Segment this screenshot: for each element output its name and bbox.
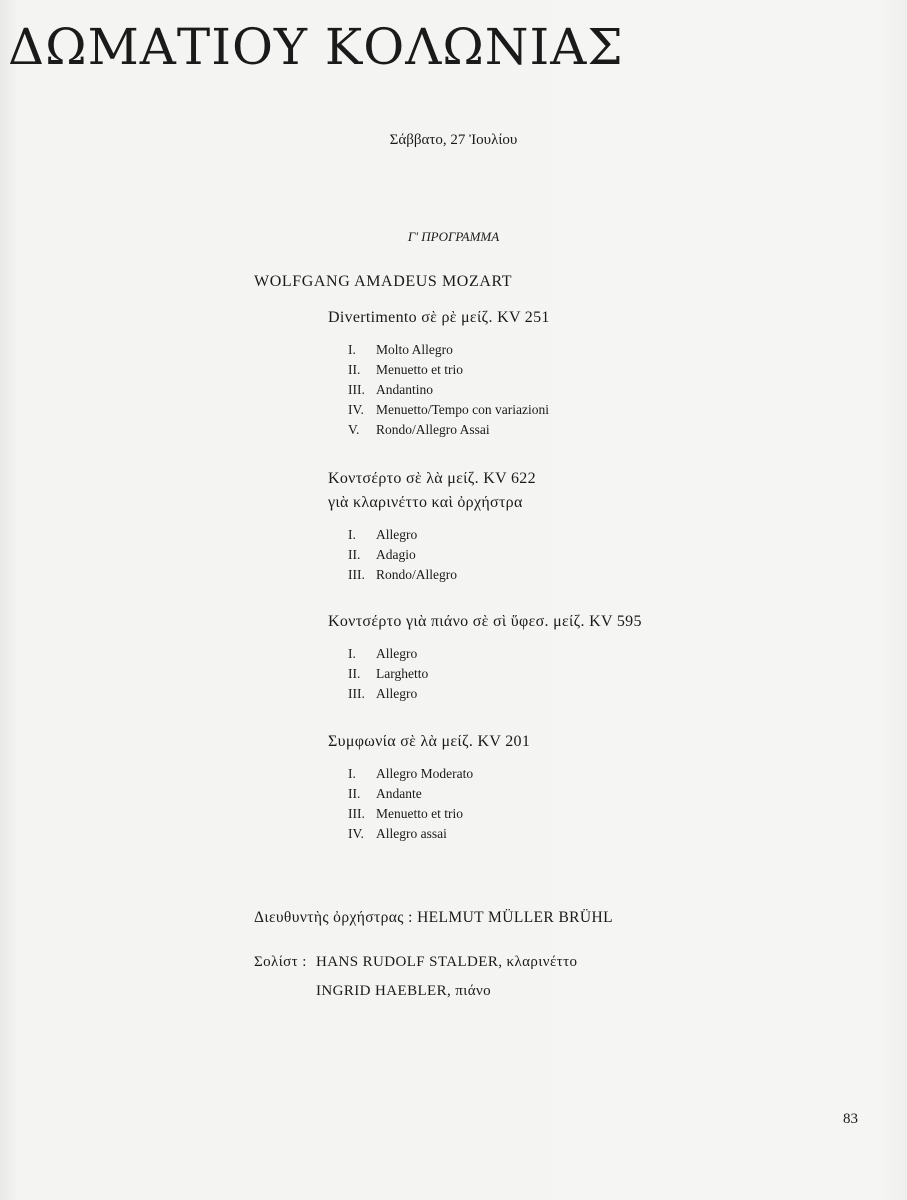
soloists-label: Σολίστ :	[254, 954, 307, 970]
movement-name: Rondo/Allegro	[376, 567, 457, 582]
movement-item	[328, 764, 530, 784]
movement-item	[328, 525, 536, 545]
movement-name: Adagio	[376, 547, 416, 562]
movement-numeral: III.	[348, 382, 365, 397]
movement-name: Allegro	[376, 527, 418, 542]
movement-list	[328, 340, 550, 440]
work-title: Κοντσέρτο σὲ λὰ μείζ. KV 622	[328, 470, 536, 487]
movement-item	[328, 824, 530, 844]
movement-name: Allegro	[376, 646, 418, 661]
work-piano-concerto	[328, 610, 642, 704]
composer-name: WOLFGANG AMADEUS MOZART	[254, 273, 513, 290]
movement-name: Andantino	[376, 382, 433, 397]
movement-name: Allegro Moderato	[376, 766, 474, 781]
soloist-piano: INGRID HAEBLER, πιάνο	[316, 983, 492, 999]
movement-numeral: I.	[348, 527, 356, 542]
movement-numeral: II.	[348, 362, 361, 377]
movement-name: Allegro assai	[376, 826, 447, 841]
movement-list	[328, 644, 642, 704]
movement-name: Molto Allegro	[376, 342, 453, 357]
work-clarinet-concerto	[328, 467, 536, 585]
movement-numeral: III.	[348, 806, 365, 821]
work-symphony	[328, 730, 530, 844]
movement-item	[328, 545, 536, 565]
movement-list	[328, 764, 530, 844]
movement-numeral: II.	[348, 547, 361, 562]
movement-item	[328, 784, 530, 804]
program-label: Γ' ΠΡΟΓΡΑΜΜΑ	[407, 229, 500, 244]
movement-item	[328, 644, 642, 664]
movement-name: Allegro	[376, 686, 418, 701]
movement-item	[328, 340, 550, 360]
page-number: 83	[843, 1111, 858, 1127]
work-title: Κοντσέρτο γιὰ πιάνο σὲ σὶ ὕφεσ. μείζ. KV 595	[328, 613, 642, 630]
movement-item	[328, 664, 642, 684]
movement-numeral: V.	[348, 422, 360, 437]
movement-item	[328, 804, 530, 824]
movement-item	[328, 380, 550, 400]
movement-numeral: I.	[348, 646, 356, 661]
movement-numeral: II.	[348, 666, 361, 681]
conductor-credit: Διευθυντὴς ὀρχήστρας : HELMUT MÜLLER BRÜHL	[254, 909, 613, 926]
movement-name: Andante	[376, 786, 422, 801]
movement-numeral: III.	[348, 567, 365, 582]
movement-name: Menuetto et trio	[376, 362, 463, 377]
movement-name: Menuetto et trio	[376, 806, 463, 821]
movement-numeral: IV.	[348, 402, 364, 417]
soloist-clarinet: HANS RUDOLF STALDER, κλαρινέττο	[316, 954, 578, 970]
movement-name: Larghetto	[376, 666, 429, 681]
movement-name: Menuetto/Tempo con variazioni	[376, 402, 550, 417]
movement-item	[328, 420, 550, 440]
movement-numeral: I.	[348, 342, 356, 357]
movement-numeral: III.	[348, 686, 365, 701]
movement-item	[328, 565, 536, 585]
work-subtitle: γιὰ κλαρινέττο καὶ ὀρχήστρα	[328, 494, 523, 511]
movement-list	[328, 525, 536, 585]
work-title: Συμφωνία σὲ λὰ μείζ. KV 201	[328, 733, 531, 750]
movement-item	[328, 400, 550, 420]
movement-name: Rondo/Allegro Assai	[376, 422, 490, 437]
movement-item	[328, 360, 550, 380]
work-title: Divertimento σὲ ρὲ μείζ. KV 251	[328, 309, 550, 326]
work-divertimento	[328, 306, 550, 440]
movement-numeral: IV.	[348, 826, 364, 841]
movement-numeral: I.	[348, 766, 356, 781]
concert-date: Σάββατο, 27 Ἰουλίου	[389, 132, 518, 148]
movement-numeral: II.	[348, 786, 361, 801]
page-title: ΔΩΜΑΤΙΟΥ ΚΟΛΩΝΙΑΣ	[8, 18, 624, 76]
movement-item	[328, 684, 642, 704]
